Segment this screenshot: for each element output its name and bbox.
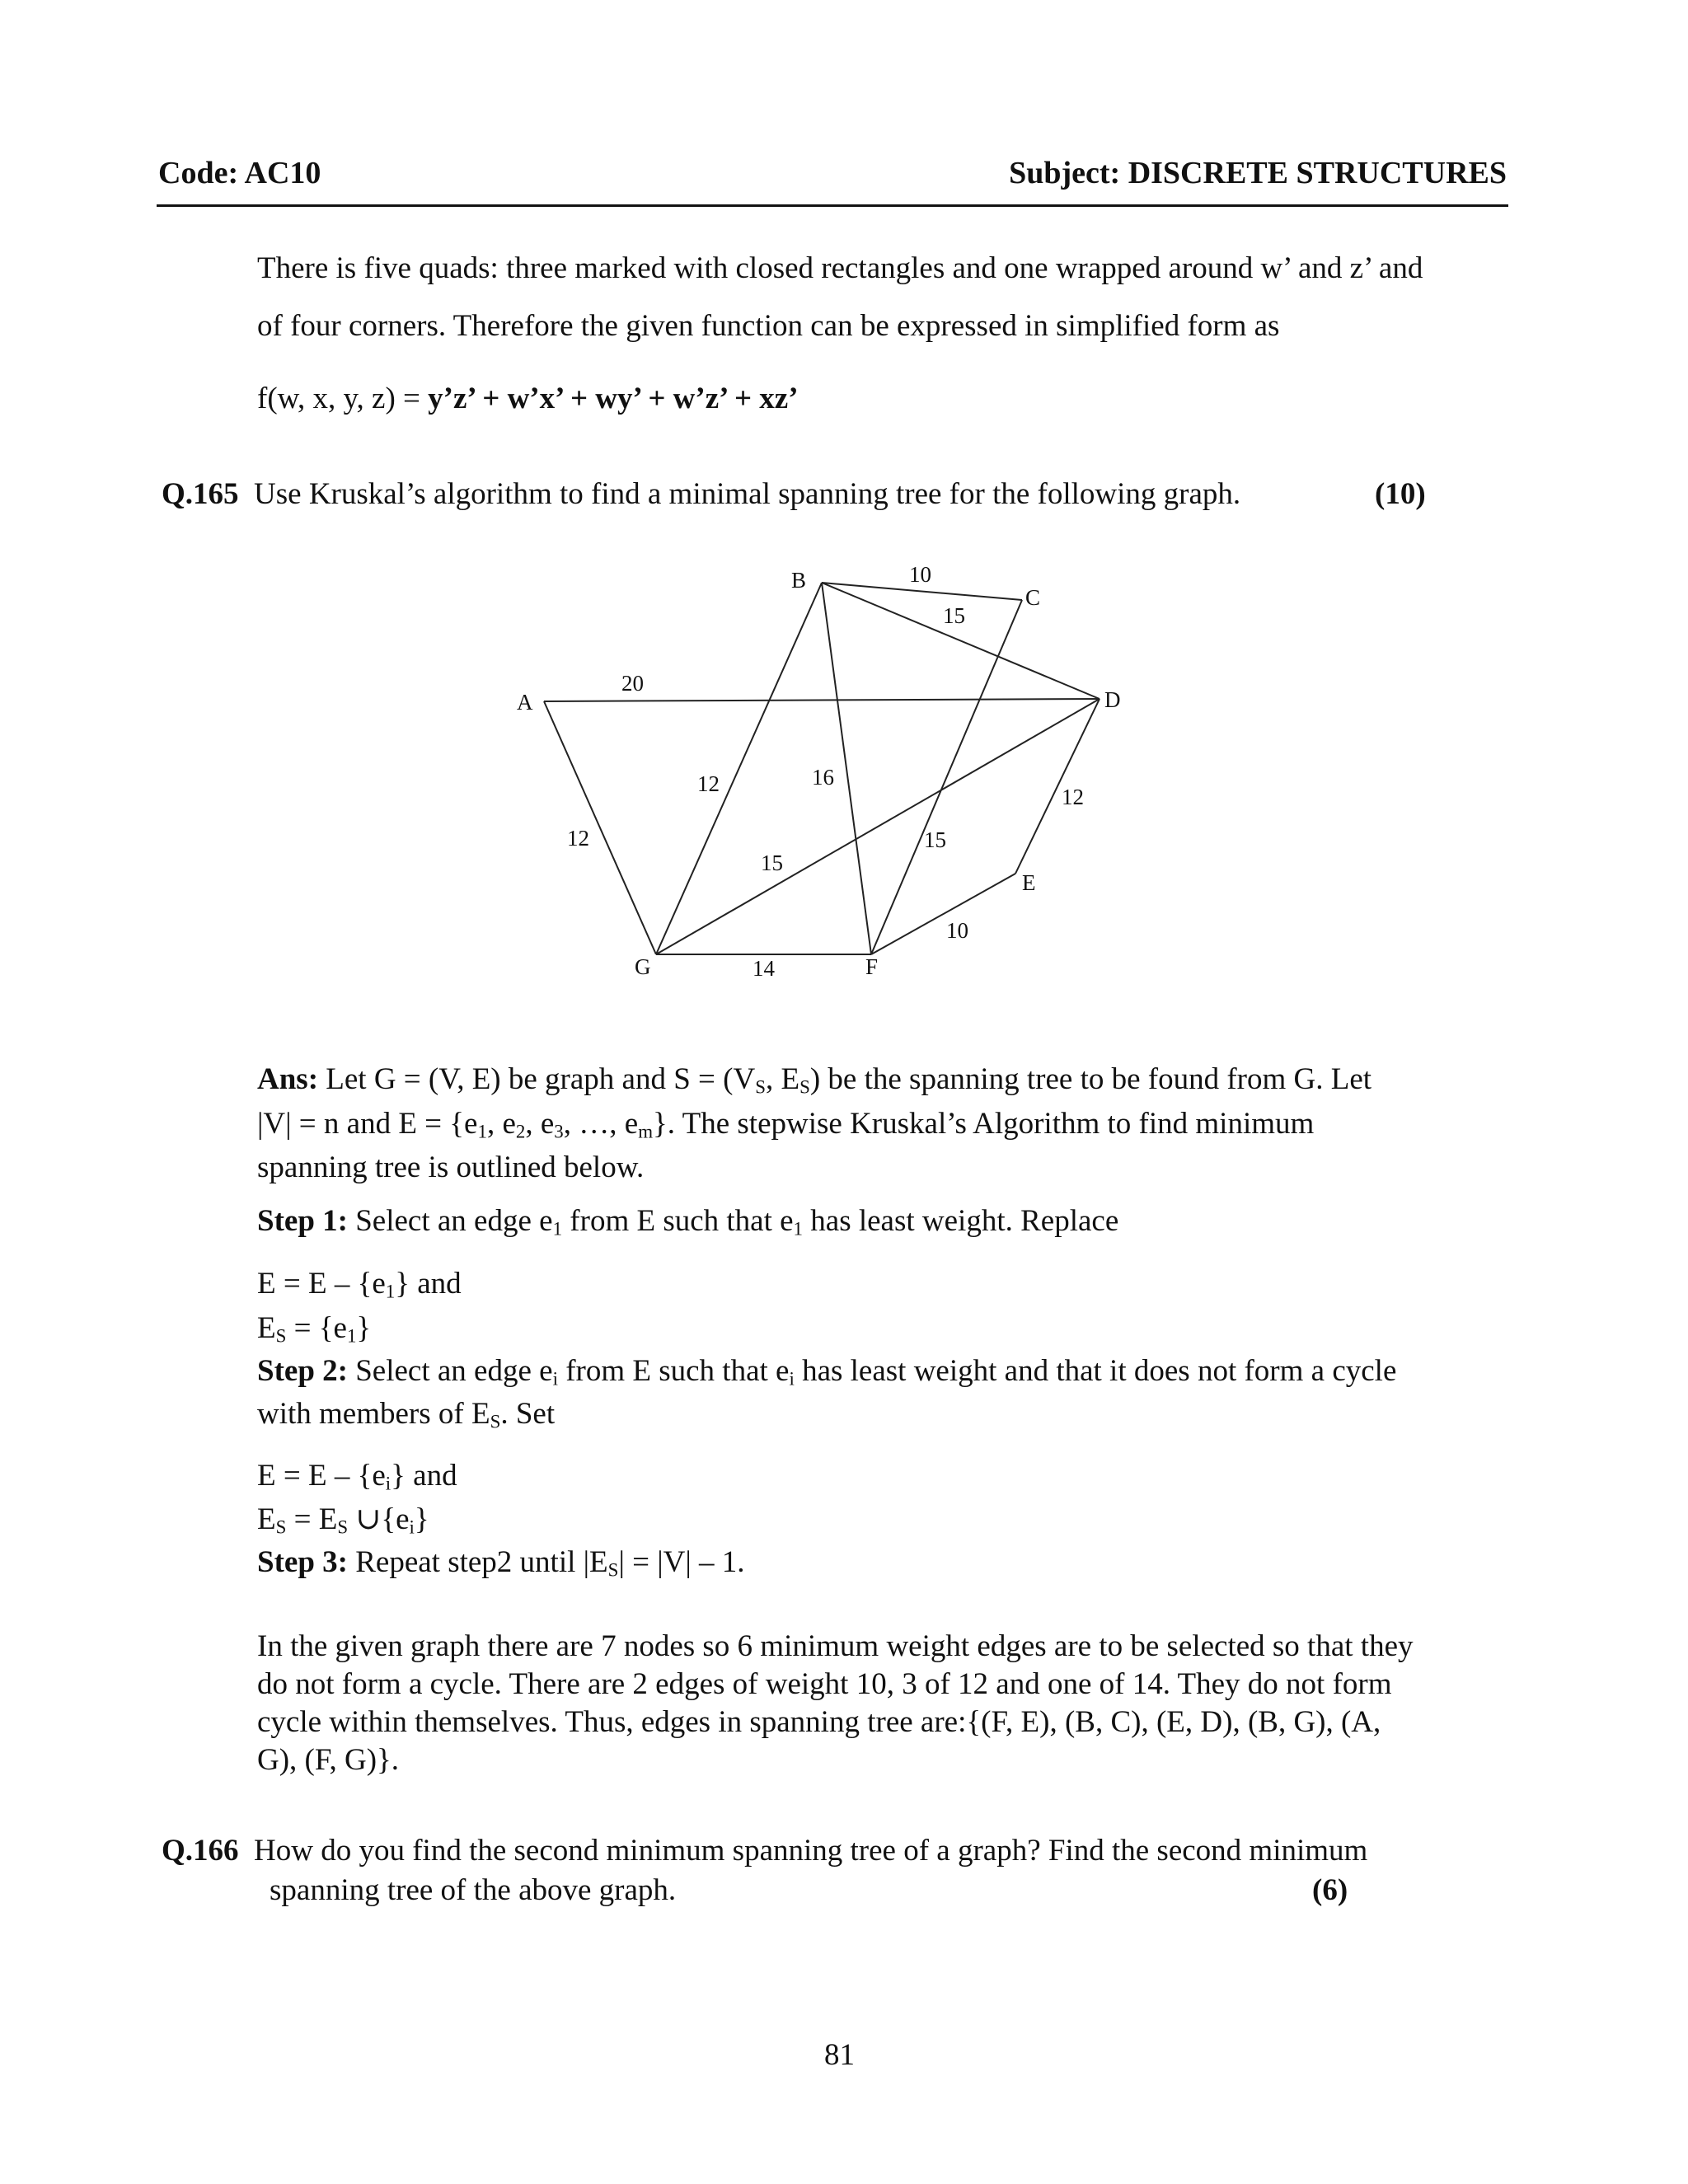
node-label-b: B bbox=[791, 568, 807, 593]
subscript: S bbox=[799, 1076, 810, 1098]
subscript: S bbox=[755, 1076, 766, 1098]
edge-d-e bbox=[1015, 699, 1100, 874]
answer-text: ) be the spanning tree to be found from G. Let bbox=[809, 1062, 1372, 1096]
weight-d-g: 15 bbox=[761, 851, 783, 875]
answer-line-1 bbox=[257, 1058, 1372, 1101]
answer-text: has least weight. Replace bbox=[803, 1204, 1119, 1238]
conclusion-line-4: G), (F, G)}. bbox=[257, 1743, 400, 1777]
q166-marks: (6) bbox=[1312, 1873, 1348, 1907]
subscript: S bbox=[275, 1325, 287, 1347]
step-1 bbox=[257, 1200, 1118, 1243]
answer-text: with members of E bbox=[257, 1397, 490, 1431]
answer-line-3: spanning tree is outlined below. bbox=[257, 1151, 645, 1184]
graph-figure bbox=[495, 552, 1154, 997]
step-2-eq-1 bbox=[257, 1455, 457, 1497]
answer-text: , E bbox=[765, 1062, 800, 1096]
answer-text: = E bbox=[286, 1502, 338, 1536]
conclusion-line-2: do not form a cycle. There are 2 edges of weight 10, 3 of 12 and one of 14. They do not form bbox=[257, 1667, 1392, 1701]
answer-text: , e bbox=[525, 1107, 555, 1141]
answer-text: | = |V| – 1. bbox=[618, 1545, 745, 1579]
answer-label: Ans: bbox=[257, 1062, 319, 1096]
page-number: 81 bbox=[824, 2038, 855, 2072]
step-1-eq-2 bbox=[257, 1307, 371, 1350]
step-2-label: Step 2: bbox=[257, 1354, 348, 1388]
intro-line-1: There is five quads: three marked with closed rectangles and one wrapped around w’ and z’ and bbox=[257, 251, 1423, 285]
subscript: i bbox=[552, 1368, 558, 1390]
answer-text: , e bbox=[486, 1107, 516, 1141]
subscript: S bbox=[275, 1516, 287, 1538]
subscript: 1 bbox=[552, 1218, 563, 1240]
subscript: S bbox=[490, 1411, 501, 1432]
edge-b-g bbox=[656, 583, 822, 954]
answer-text: E bbox=[257, 1311, 276, 1345]
edge-a-d bbox=[544, 699, 1100, 701]
answer-text: Repeat step2 until |E bbox=[347, 1545, 608, 1579]
weight-b-c: 10 bbox=[909, 562, 931, 587]
answer-text: E bbox=[257, 1502, 276, 1536]
answer-text: has least weight and that it does not form a cycle bbox=[794, 1354, 1397, 1388]
node-label-g: G bbox=[635, 954, 651, 979]
formula-expression: y’z’ + w’x’ + wy’ + w’z’ + xz’ bbox=[428, 382, 799, 415]
subscript: 1 bbox=[346, 1325, 357, 1347]
answer-line-2 bbox=[257, 1103, 1314, 1146]
header-subject: Subject: DISCRETE STRUCTURES bbox=[1009, 156, 1507, 190]
step-3-label: Step 3: bbox=[257, 1545, 348, 1579]
q166-question bbox=[162, 1830, 1367, 1872]
answer-text: } bbox=[414, 1502, 429, 1536]
node-label-d: D bbox=[1104, 687, 1121, 712]
weight-e-f: 10 bbox=[946, 918, 968, 943]
intro-formula bbox=[257, 377, 799, 420]
weight-g-f: 14 bbox=[753, 956, 775, 981]
edge-e-f bbox=[871, 874, 1015, 954]
answer-text: E = E – {e bbox=[257, 1267, 386, 1301]
node-label-a: A bbox=[517, 690, 533, 715]
answer-text: }. The stepwise Kruskal’s Algorithm to find minimum bbox=[653, 1107, 1315, 1141]
subscript: i bbox=[789, 1368, 795, 1390]
weight-b-g: 12 bbox=[697, 771, 720, 796]
q166-line-1: How do you find the second minimum spanning tree of a graph? Find the second minimum bbox=[254, 1834, 1368, 1868]
answer-text: ∪{e bbox=[348, 1502, 410, 1536]
subscript: S bbox=[607, 1559, 619, 1581]
step-1-eq-1 bbox=[257, 1263, 462, 1305]
node-label-f: F bbox=[865, 954, 879, 979]
answer-text: . Set bbox=[500, 1397, 556, 1431]
step-2-eq-2 bbox=[257, 1498, 429, 1541]
step-2-line-2 bbox=[257, 1393, 555, 1436]
node-label-e: E bbox=[1022, 870, 1036, 895]
edge-b-d bbox=[822, 583, 1100, 699]
step-1-label: Step 1: bbox=[257, 1204, 348, 1238]
answer-text: from E such that e bbox=[562, 1204, 794, 1238]
q165-text: Use Kruskal’s algorithm to find a minimal spanning tree for the following graph. bbox=[254, 477, 1241, 511]
edge-a-g bbox=[544, 701, 656, 954]
step-2 bbox=[257, 1350, 1396, 1393]
weight-a-d: 20 bbox=[621, 671, 644, 696]
q166-number: Q.166 bbox=[162, 1834, 239, 1868]
conclusion-line-3: cycle within themselves. Thus, edges in spanning tree are:{(F, E), (B, C), (E, D), (B, G), (A, bbox=[257, 1705, 1381, 1739]
edge-c-f bbox=[871, 600, 1022, 954]
answer-text: |V| = n and E = {e bbox=[257, 1107, 478, 1141]
answer-text: Let G = (V, E) be graph and S = (V bbox=[318, 1062, 756, 1096]
q165-question bbox=[162, 473, 1240, 516]
weight-b-d: 15 bbox=[943, 603, 965, 628]
header-rule bbox=[157, 204, 1508, 207]
q166-line-2: spanning tree of the above graph. bbox=[270, 1873, 677, 1907]
answer-text: E = E – {e bbox=[257, 1459, 386, 1493]
conclusion-line-1: In the given graph there are 7 nodes so 6 minimum weight edges are to be selected so that they bbox=[257, 1629, 1414, 1663]
subscript: 1 bbox=[385, 1281, 396, 1302]
subscript: i bbox=[409, 1516, 415, 1538]
subscript: m bbox=[638, 1121, 654, 1142]
answer-text: } and bbox=[391, 1459, 457, 1493]
intro-line-2: of four corners. Therefore the given function can be expressed in simplified form as bbox=[257, 309, 1280, 343]
weight-d-e: 12 bbox=[1062, 785, 1084, 809]
answer-text: from E such that e bbox=[557, 1354, 790, 1388]
header-code: Code: AC10 bbox=[158, 156, 321, 190]
answer-text: } and bbox=[395, 1267, 462, 1301]
subscript: S bbox=[337, 1516, 349, 1538]
weight-c-f: 15 bbox=[924, 827, 946, 852]
edge-d-g bbox=[656, 699, 1100, 954]
answer-text: } bbox=[356, 1311, 372, 1345]
q165-marks: (10) bbox=[1375, 477, 1426, 511]
weight-b-f: 16 bbox=[812, 765, 834, 790]
node-label-c: C bbox=[1025, 585, 1041, 610]
step-3 bbox=[257, 1541, 745, 1584]
subscript: i bbox=[385, 1473, 392, 1494]
subscript: 2 bbox=[515, 1121, 526, 1142]
subscript: 3 bbox=[554, 1121, 564, 1142]
answer-text: , …, e bbox=[563, 1107, 639, 1141]
subscript: 1 bbox=[477, 1121, 487, 1142]
formula-prefix: f(w, x, y, z) = bbox=[257, 382, 429, 415]
q165-number: Q.165 bbox=[162, 477, 239, 511]
weight-a-g: 12 bbox=[567, 826, 589, 851]
answer-text: Select an edge e bbox=[347, 1354, 553, 1388]
answer-text: = {e bbox=[286, 1311, 347, 1345]
subscript: 1 bbox=[793, 1218, 804, 1240]
answer-text: Select an edge e bbox=[347, 1204, 553, 1238]
